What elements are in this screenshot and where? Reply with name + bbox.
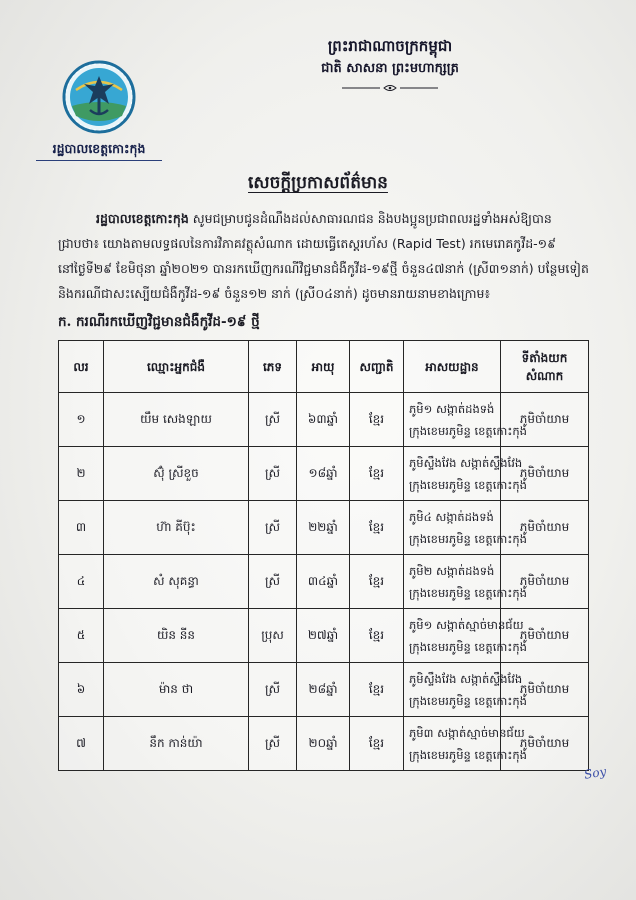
paragraph-line-3: នៅថ្ងៃទី២៩ ខែមិថុនា ឆ្នាំ២០២១ បានរកឃើញករណីវិជ្ជមានជំងឺកូវីដ-១៩ថ្មី ចំនួន៤៧នាក់ (ស្រី៣១នាក់) បន្ថែមទៀត bbox=[58, 261, 589, 276]
table-row bbox=[59, 447, 589, 501]
cell-sex: ស្រី bbox=[249, 555, 297, 609]
cell-no: ៥ bbox=[59, 609, 104, 663]
col-sample-site-header-line-2: សំណាក bbox=[525, 368, 564, 383]
address-line-1: ភូមិ១ សង្កាត់ស្មាច់មានជ័យ bbox=[409, 617, 524, 632]
paragraph-line-1 bbox=[58, 206, 603, 231]
cell-age: ២៨ឆ្នាំ bbox=[297, 663, 350, 717]
cell-sample-site: ភូមិចាំយាម bbox=[501, 501, 589, 555]
address-line-1: ភូមិស្ទឹងវែង សង្កាត់ស្ទឹងវែង bbox=[409, 671, 523, 686]
address-line-2: ក្រុងខេមរភូមិន្ទ ខេត្តកោះកុង bbox=[409, 585, 527, 600]
cell-sample-site: ភូមិចាំយាម bbox=[501, 717, 589, 771]
table-row bbox=[59, 555, 589, 609]
ornament-divider-icon bbox=[340, 83, 440, 93]
address-line-2: ក្រុងខេមរភូមិន្ទ ខេត្តកោះកុង bbox=[409, 531, 527, 546]
cell-no: ២ bbox=[59, 447, 104, 501]
cell-nationality: ខ្មែរ bbox=[350, 609, 404, 663]
col-address-header: អាសយដ្ឋាន bbox=[404, 341, 501, 393]
cell-name: សំ សុគន្ធា bbox=[104, 555, 249, 609]
cell-sample-site: ភូមិចាំយាម bbox=[501, 555, 589, 609]
paragraph-line-2: ជ្រាបថា៖ យោងតាមលទ្ធផលនៃការវិភាគវត្ថុសំណាក ដោយធ្វើតេស្តរហ័ស (Rapid Test) រកមេរោគកូវីដ-១៩ bbox=[58, 236, 556, 251]
col-name-header: ឈ្មោះអ្នកជំងឺ bbox=[104, 341, 249, 393]
col-sex-header: ភេទ bbox=[249, 341, 297, 393]
section-heading: ក. ករណីរកឃើញវិជ្ជមានជំងឺកូវីដ-១៩ ថ្មី bbox=[58, 314, 260, 330]
cell-sample-site: ភូមិចាំយាម bbox=[501, 393, 589, 447]
cell-sex: ស្រី bbox=[249, 393, 297, 447]
cell-name: ហ៊ា គីប៊ុះ bbox=[104, 501, 249, 555]
cell-address bbox=[404, 393, 527, 447]
cell-nationality: ខ្មែរ bbox=[350, 555, 404, 609]
page-title-text: សេចក្ដីប្រកាសព័ត៌មាន bbox=[248, 173, 388, 193]
address-line-2: ក្រុងខេមរភូមិន្ទ ខេត្តកោះកុង bbox=[409, 693, 527, 708]
col-no-header: លរ bbox=[59, 341, 104, 393]
cell-sample-site: ភូមិចាំយាម bbox=[501, 663, 589, 717]
table-row bbox=[59, 501, 589, 555]
cell-nationality: ខ្មែរ bbox=[350, 717, 404, 771]
cell-address bbox=[404, 609, 527, 663]
cell-name: ម៉ាន ថា bbox=[104, 663, 249, 717]
col-sample-site-header-line-1: ទីតាំងយក bbox=[521, 350, 568, 365]
announcement-paragraph bbox=[58, 206, 603, 306]
table-row bbox=[59, 609, 589, 663]
cell-nationality: ខ្មែរ bbox=[350, 663, 404, 717]
table-header-row bbox=[59, 341, 589, 393]
address-line-1: ភូមិ២ សង្កាត់ដងទង់ bbox=[409, 563, 495, 578]
address-line-1: ភូមិ៣ សង្កាត់ស្មាច់មានជ័យ bbox=[409, 725, 525, 740]
cell-name: ស៊ុំ ស្រីខួច bbox=[104, 447, 249, 501]
table-row bbox=[59, 663, 589, 717]
cell-no: ៧ bbox=[59, 717, 104, 771]
cell-sex: ស្រី bbox=[249, 501, 297, 555]
address-line-1: ភូមិ១ សង្កាត់ដងទង់ bbox=[409, 401, 495, 416]
cell-sex: ស្រី bbox=[249, 447, 297, 501]
cell-age: ២២ឆ្នាំ bbox=[297, 501, 350, 555]
paragraph-line-4: និងករណីជាសះស្បើយជំងឺកូវីដ-១៩ ចំនួន១២ នាក់ (ស្រី០៤នាក់) ដូចមានរាយនាមខាងក្រោម៖ bbox=[58, 286, 490, 301]
table-row bbox=[59, 393, 589, 447]
col-age-header: អាយុ bbox=[297, 341, 350, 393]
address-line-2: ក្រុងខេមរភូមិន្ទ ខេត្តកោះកុង bbox=[409, 477, 527, 492]
address-line-2: ក្រុងខេមរភូមិន្ទ ខេត្តកោះកុង bbox=[409, 747, 527, 762]
cell-nationality: ខ្មែរ bbox=[350, 501, 404, 555]
cell-nationality: ខ្មែរ bbox=[350, 393, 404, 447]
cell-sample-site: ភូមិចាំយាម bbox=[501, 609, 589, 663]
logo-caption: រដ្ឋបាលខេត្តកោះកុង bbox=[36, 140, 162, 161]
cell-age: ១៨ឆ្នាំ bbox=[297, 447, 350, 501]
paragraph-lead: រដ្ឋបាលខេត្តកោះកុង bbox=[96, 211, 189, 226]
cell-no: ៦ bbox=[59, 663, 104, 717]
cell-sex: ស្រី bbox=[249, 663, 297, 717]
cell-age: ២៧ឆ្នាំ bbox=[297, 609, 350, 663]
kingdom-title: ព្រះរាជាណាចក្រកម្ពុជា bbox=[327, 37, 453, 55]
national-motto: ជាតិ សាសនា ព្រះមហាក្សត្រ bbox=[321, 61, 459, 76]
cell-sample-site: ភូមិចាំយាម bbox=[501, 447, 589, 501]
cell-sex: ប្រុស bbox=[249, 609, 297, 663]
address-line-1: ភូមិស្ទឹងវែង សង្កាត់ស្ទឹងវែង bbox=[409, 455, 523, 470]
address-line-2: ក្រុងខេមរភូមិន្ទ ខេត្តកោះកុង bbox=[409, 423, 527, 438]
address-line-1: ភូមិ៤ សង្កាត់ដងទង់ bbox=[409, 509, 494, 524]
cell-name: យិន នីន bbox=[104, 609, 249, 663]
cell-age: ២០ឆ្នាំ bbox=[297, 717, 350, 771]
cases-table bbox=[58, 340, 589, 771]
cell-age: ៣៤ឆ្នាំ bbox=[297, 555, 350, 609]
paragraph-line-1-text: សូមជម្រាបជូនដំណឹងដល់សាធារណជន និងបងប្អូនប្រជាពលរដ្ឋទាំងអស់ឱ្យបាន bbox=[192, 211, 552, 226]
provincial-emblem-icon bbox=[62, 60, 136, 134]
cell-no: ៣ bbox=[59, 501, 104, 555]
cell-address bbox=[404, 501, 527, 555]
cell-address bbox=[404, 555, 527, 609]
cell-nationality: ខ្មែរ bbox=[350, 447, 404, 501]
cell-name: យឹម សេងឡាយ bbox=[104, 393, 249, 447]
handwritten-initials: Soy bbox=[582, 764, 608, 782]
address-line-2: ក្រុងខេមរភូមិន្ទ ខេត្តកោះកុង bbox=[409, 639, 527, 654]
cell-no: ៤ bbox=[59, 555, 104, 609]
cell-name: នឹក កាន់យ៉ា bbox=[104, 717, 249, 771]
cell-address bbox=[404, 663, 527, 717]
page-title bbox=[0, 170, 636, 196]
kingdom-header bbox=[270, 34, 510, 93]
cell-age: ៦៣ឆ្នាំ bbox=[297, 393, 350, 447]
table-row bbox=[59, 717, 589, 771]
cell-no: ១ bbox=[59, 393, 104, 447]
cell-address bbox=[404, 717, 527, 771]
col-nationality-header: សញ្ជាតិ bbox=[350, 341, 404, 393]
cell-sex: ស្រី bbox=[249, 717, 297, 771]
cell-address bbox=[404, 447, 527, 501]
col-sample-site-header bbox=[501, 341, 589, 393]
